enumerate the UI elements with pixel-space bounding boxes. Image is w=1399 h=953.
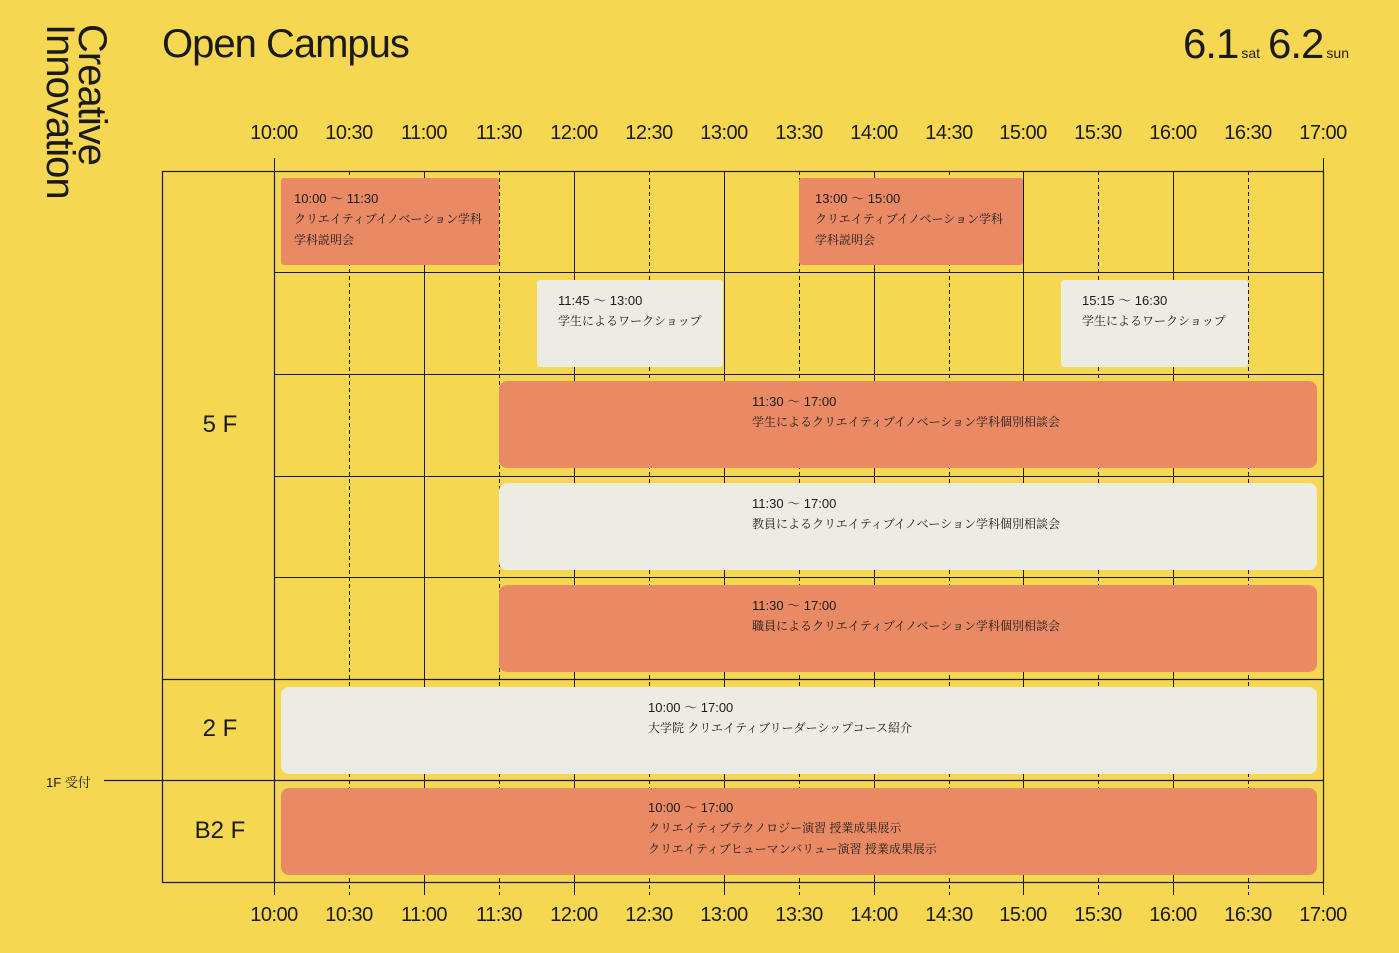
vertical-title-line1: Creative [70, 24, 114, 165]
floor-label-2f: 2 F [202, 715, 238, 742]
event-graduate-course-intro[interactable] [281, 687, 1317, 774]
time-label-bottom: 10:00 [250, 904, 298, 926]
time-label-top: 17:00 [1299, 122, 1347, 144]
event-title: クリエイティブイノベーション学科 [294, 212, 483, 226]
event-title: 大学院 クリエイティブリーダーシップコース紹介 [648, 721, 912, 735]
time-label-bottom: 17:00 [1299, 904, 1347, 926]
floor-label-5f: 5 F [202, 411, 238, 438]
time-label-bottom: 16:30 [1224, 904, 1272, 926]
time-label-bottom: 14:30 [925, 904, 973, 926]
event-time: 11:30 ～ 17:00 [752, 394, 837, 409]
time-label-bottom: 11:00 [400, 904, 448, 926]
event-title: 教員によるクリエイティブイノベーション学科個別相談会 [752, 517, 1061, 531]
event-time: 10:00 ～ 17:00 [648, 700, 734, 715]
time-label-top: 10:00 [250, 122, 298, 144]
event-title: クリエイティブイノベーション学科 [815, 212, 1004, 226]
event-title: 職員によるクリエイティブイノベーション学科個別相談会 [752, 619, 1061, 633]
time-label-top: 12:30 [625, 122, 673, 144]
event-title: 学生によるクリエイティブイノベーション学科個別相談会 [752, 415, 1061, 429]
time-label-top: 11:30 [475, 122, 523, 144]
event-subtitle: 学科説明会 [294, 233, 355, 247]
time-label-bottom: 14:00 [850, 904, 898, 926]
time-label-bottom: 11:30 [475, 904, 523, 926]
event-time: 11:45 ～ 13:00 [558, 293, 643, 308]
event-title: クリエイティブテクノロジー演習 授業成果展示 [648, 821, 902, 835]
event-title: 学生によるワークショップ [1082, 314, 1226, 328]
time-label-top: 14:00 [850, 122, 898, 144]
time-label-bottom: 10:30 [325, 904, 373, 926]
event-subtitle: クリエイティブヒューマンバリュー演習 授業成果展示 [648, 842, 937, 856]
day-2: sun [1326, 45, 1349, 61]
time-label-top: 15:30 [1074, 122, 1122, 144]
time-label-top: 16:30 [1224, 122, 1272, 144]
time-label-bottom: 13:30 [775, 904, 823, 926]
event-time: 10:00 ～ 17:00 [648, 800, 734, 815]
time-label-top: 14:30 [925, 122, 973, 144]
date-1: 6.1 [1182, 20, 1239, 67]
event-faculty-consultation[interactable] [499, 483, 1317, 570]
date-2: 6.2 [1268, 20, 1324, 67]
event-time: 11:30 ～ 17:00 [752, 598, 837, 613]
time-label-top: 13:00 [700, 122, 748, 144]
event-dept-briefing-pm[interactable] [799, 178, 1023, 265]
reception-label: 1F 受付 [46, 775, 91, 790]
event-class-exhibition[interactable] [281, 788, 1317, 875]
time-label-bottom: 12:30 [625, 904, 673, 926]
event-subtitle: 学科説明会 [815, 233, 876, 247]
event-student-workshop-am[interactable] [537, 280, 723, 367]
vertical-title-line2: Innovation [38, 24, 82, 199]
event-time: 10:00 ～ 11:30 [294, 191, 379, 206]
event-title: 学生によるワークショップ [558, 314, 702, 328]
event-time: 11:30 ～ 17:00 [752, 496, 837, 511]
event-dept-briefing-am[interactable] [281, 178, 499, 265]
event-time: 13:00 ～ 15:00 [815, 191, 901, 206]
time-label-bottom: 16:00 [1149, 904, 1197, 926]
event-time: 15:15 ～ 16:30 [1082, 293, 1168, 308]
event-staff-consultation[interactable] [499, 585, 1317, 672]
time-label-bottom: 12:00 [550, 904, 598, 926]
time-label-top: 16:00 [1149, 122, 1197, 144]
time-label-top: 13:30 [775, 122, 823, 144]
page-title: Open Campus [162, 22, 409, 66]
event-student-consultation[interactable] [499, 381, 1317, 468]
event-student-workshop-pm[interactable] [1061, 280, 1248, 367]
time-label-top: 11:00 [400, 122, 448, 144]
time-label-top: 12:00 [550, 122, 598, 144]
time-label-bottom: 15:00 [999, 904, 1047, 926]
time-label-bottom: 13:00 [700, 904, 748, 926]
floor-label-b2f: B2 F [194, 817, 246, 844]
time-label-bottom: 15:30 [1074, 904, 1122, 926]
time-label-top: 15:00 [999, 122, 1047, 144]
day-1: sat [1241, 45, 1261, 61]
time-label-top: 10:30 [325, 122, 373, 144]
